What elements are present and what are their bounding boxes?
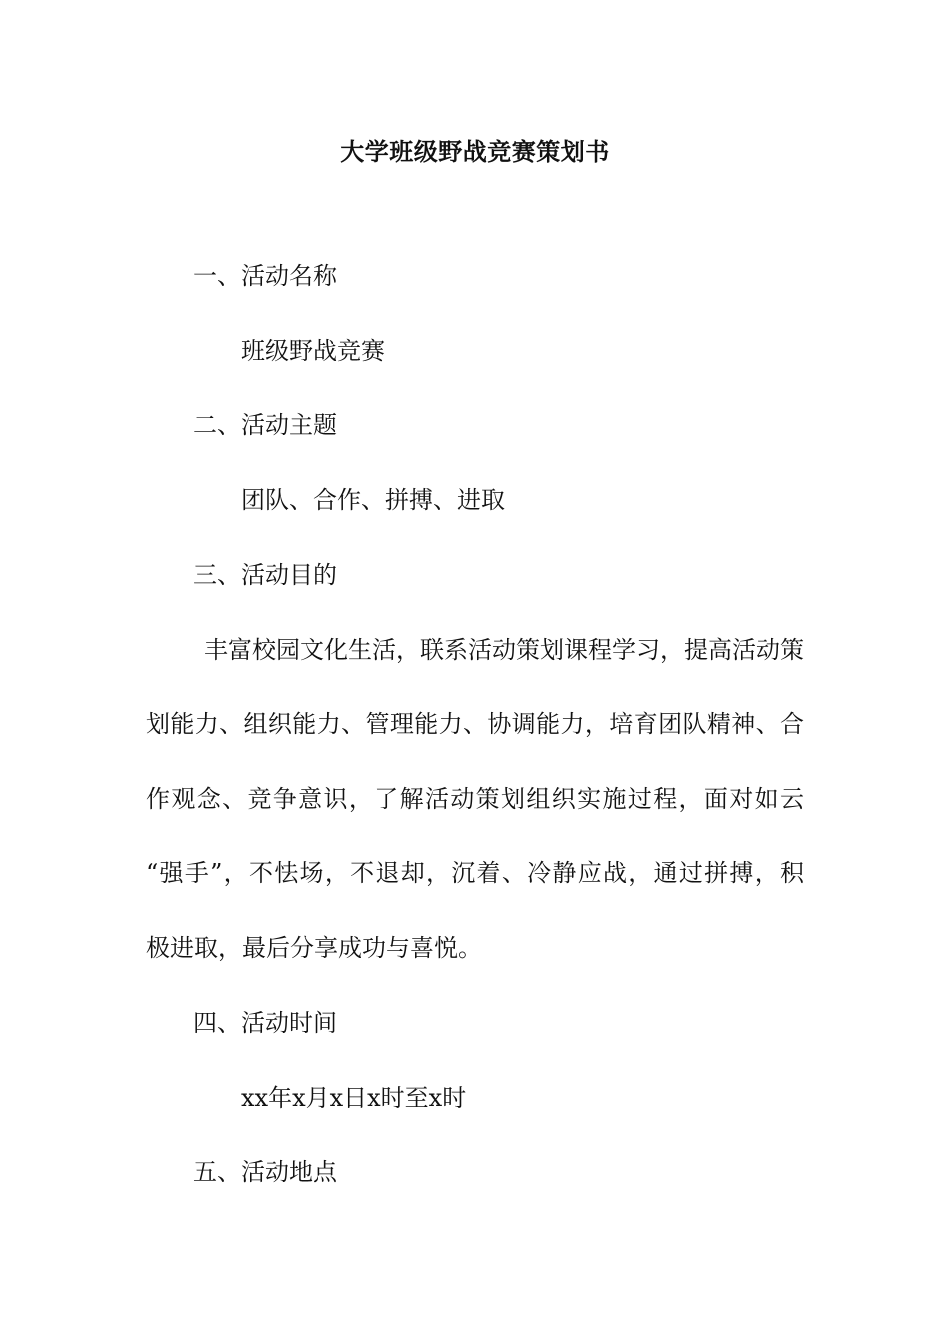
paragraph-line: 极进取，最后分享成功与喜悦。	[146, 934, 482, 962]
section-heading-activity-name: 一、活动名称	[193, 262, 337, 290]
section-content-activity-theme: 团队、合作、拼搏、进取	[241, 486, 505, 514]
document-title: 大学班级野战竞赛策划书	[340, 137, 610, 166]
section-heading-activity-time: 四、活动时间	[193, 1009, 337, 1037]
section-heading-activity-purpose: 三、活动目的	[193, 561, 337, 589]
paragraph-line: 划能力、组织能力、管理能力、协调能力，培育团队精神、合	[146, 710, 804, 738]
paragraph-line: “强手”，不怯场，不退却，沉着、冷静应战，通过拼搏，积	[146, 859, 804, 887]
section-content-activity-time: xx年x月x日x时至x时	[241, 1084, 467, 1112]
paragraph-line: 作观念、竞争意识，了解活动策划组织实施过程，面对如云	[146, 785, 804, 813]
section-content-activity-name: 班级野战竞赛	[241, 337, 385, 365]
paragraph-line: 丰富校园文化生活，联系活动策划课程学习，提高活动策	[204, 636, 804, 664]
section-heading-activity-location: 五、活动地点	[193, 1158, 337, 1186]
section-heading-activity-theme: 二、活动主题	[193, 411, 337, 439]
